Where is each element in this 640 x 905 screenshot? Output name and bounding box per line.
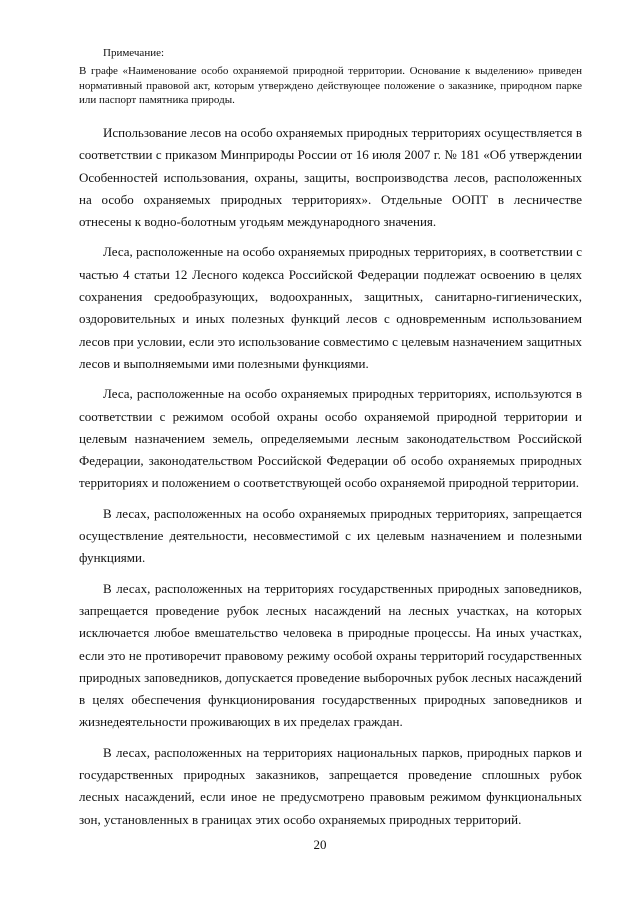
note-text: В графе «Наименование особо охраняемой природной территории. Основание к выделению» приведен нормативный правовой акт, которым утверждено действующее положение о заказнике, природном парке или паспорт памятника природы. bbox=[79, 65, 582, 106]
body-text bbox=[79, 122, 582, 839]
note-label: Примечание: bbox=[103, 47, 165, 59]
page-number: 20 bbox=[313, 837, 327, 852]
paragraph: В лесах, расположенных на особо охраняемых природных территориях, запрещается осуществление деятельности, несовместимой с их целевым назначением и полезными функциями. bbox=[79, 505, 582, 566]
paragraph: В лесах, расположенных на территориях государственных природных заповедников, запрещается проведение рубок лесных насаждений на лесных участках, на которых исключается любое вмешательство человека в природные процессы. На иных участках, если это не противоречит правовому режиму особой охраны территорий государственных природных заповедников, допускается проведение выборочных рубок лесных насаждений в целях обеспечения функционирования государственных природных заповедников и жизнедеятельности проживающих в их пределах граждан. bbox=[79, 580, 582, 730]
paragraph: Использование лесов на особо охраняемых природных территориях осуществляется в соответствии с приказом Минприроды России от 16 июля 2007 г. № 181 «Об утверждении Особенностей использования, охраны, защиты, воспроизводства лесов, расположенных на особо охраняемых природных территориях». Отдельные ООПТ в лесничестве отнесены к водно-болотным угодьям международного значения. bbox=[79, 125, 582, 230]
paragraph: Леса, расположенные на особо охраняемых природных территориях, используются в соответствии с режимом особой охраны особо охраняемой природной территории и целевым назначением земель, определяемыми лесным законодательством Российской Федерации, законодательством Российской Федерации об особо охраняемых природных территориях и положением о соответствующей особо охраняемой природной территории. bbox=[79, 386, 582, 491]
paragraph: В лесах, расположенных на территориях национальных парков, природных парков и государственных природных заказников, запрещается проведение сплошных рубок лесных насаждений, если иное не предусмотрено правовым режимом функциональных зон, установленных в границах этих особо охраняемых природных территорий. bbox=[79, 744, 582, 827]
paragraph: Леса, расположенные на особо охраняемых природных территориях, в соответствии с частью 4 статьи 12 Лесного кодекса Российской Федерации подлежат освоению в целях сохранения средообразующих, водоохранных, защитных, санитарно-гигиенических, оздоровительных и иных полезных функций лесов с одновременным использованием лесов при условии, если это использование совместимо с целевым назначением защитных лесов и выполняемыми ими полезными функциями. bbox=[79, 244, 582, 371]
